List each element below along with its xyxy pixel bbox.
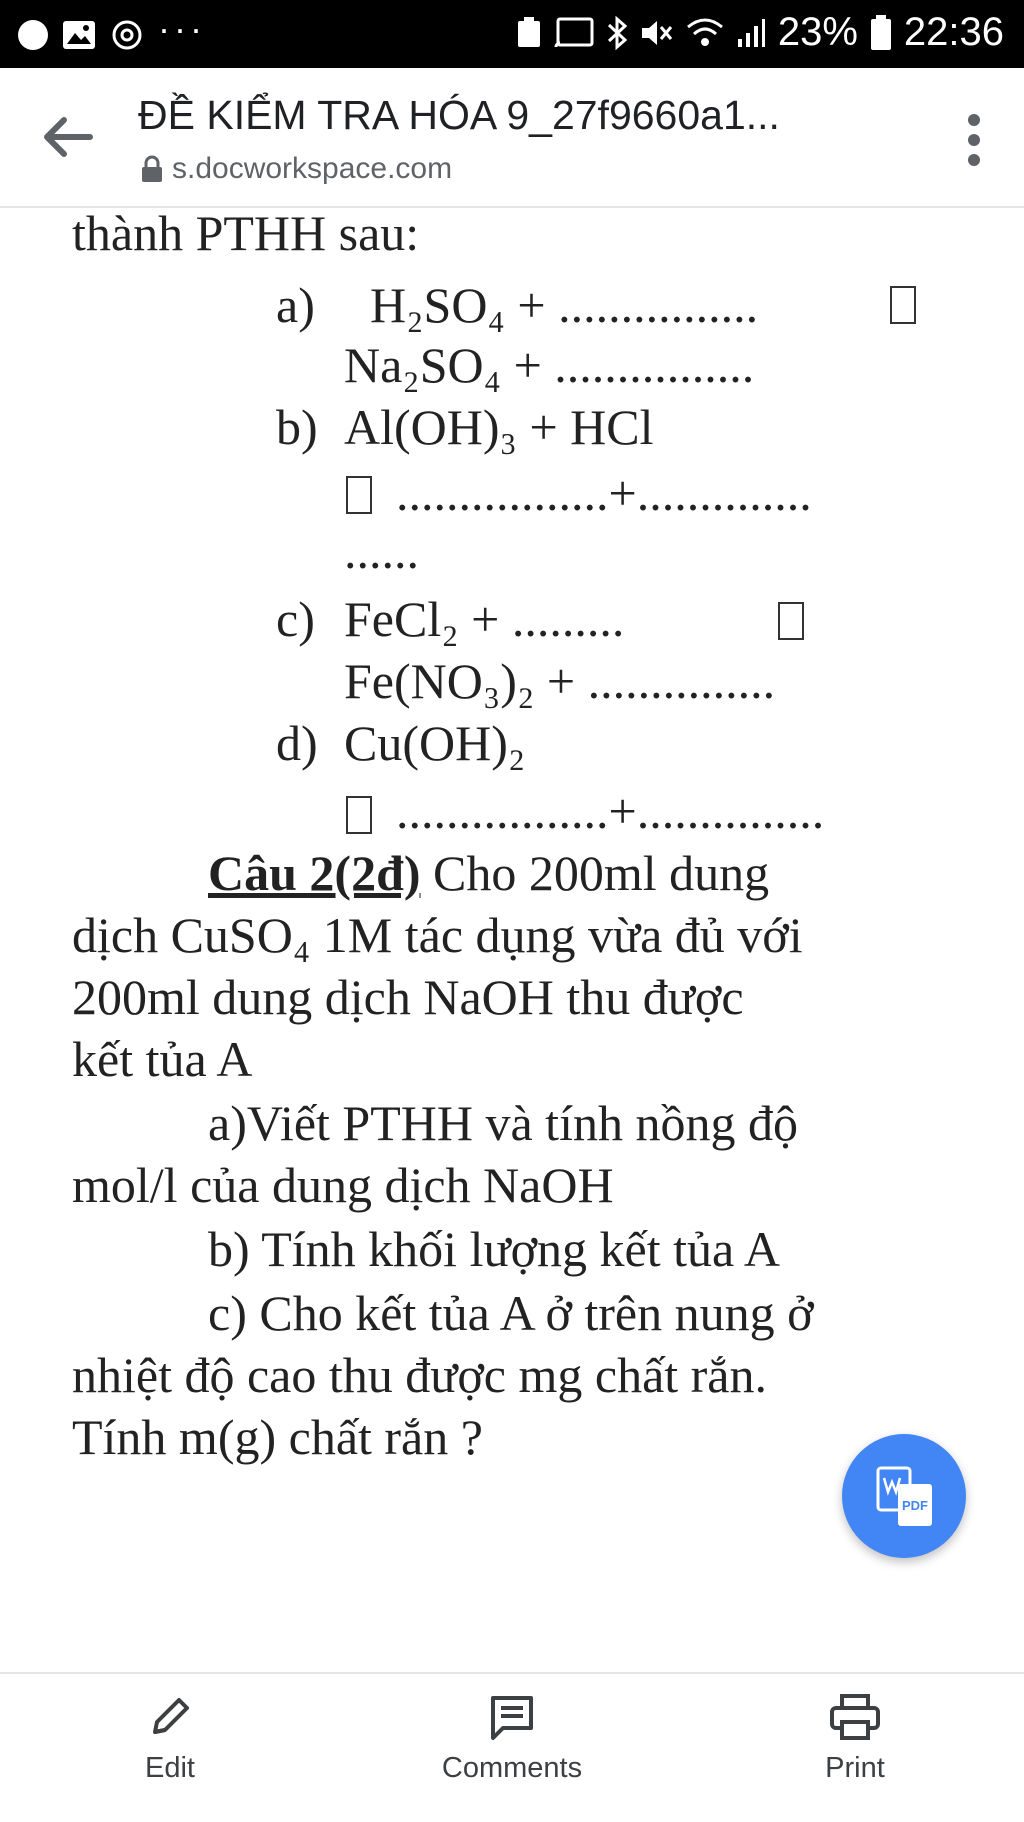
intro-line: thành PTHH sau: (72, 206, 420, 261)
notification-dot-icon (18, 20, 48, 50)
signal-icon (736, 17, 766, 49)
lock-icon (140, 155, 164, 183)
mute-icon (640, 17, 674, 49)
document-title: ĐỀ KIỂM TRA HÓA 9_27f9660a1... (138, 92, 780, 138)
print-button[interactable] (800, 1692, 910, 1785)
more-notifications: ··· (158, 8, 206, 49)
more-vert-icon[interactable] (964, 112, 984, 168)
item-b-line2: .................+.............. (396, 465, 812, 521)
question-2-part-b: b) Tính khối lượng kết tủa A (208, 1221, 781, 1277)
question-2-part-c-line3: Tính m(g) chất rắn ? (72, 1409, 483, 1465)
question-2-line4: kết tủa A (72, 1031, 253, 1087)
item-a-label: a) (276, 277, 315, 333)
wifi-icon (686, 17, 724, 49)
item-b-label: b) (276, 399, 318, 455)
item-b-line3: ...... (344, 523, 419, 579)
missing-glyph-arrow-b (346, 476, 372, 514)
save-icon (516, 17, 542, 49)
item-d-line1: Cu(OH)₂ (344, 715, 526, 771)
print-label: Print (825, 1752, 885, 1784)
item-b-line1: Al(OH)₃ + HCl (344, 399, 654, 455)
word-to-pdf-icon (842, 1434, 966, 1558)
status-left-icons (18, 8, 206, 56)
bottom-toolbar (0, 1672, 1024, 1822)
app-bar (0, 68, 1024, 208)
image-icon (62, 20, 96, 50)
item-a-line2: Na₂SO₄ + ................ (344, 337, 755, 393)
missing-glyph-arrow-d (346, 796, 372, 834)
question-2-line1 (208, 844, 769, 902)
url-line (140, 152, 452, 186)
item-a-line1: H₂SO₄ + ................ (370, 277, 759, 333)
missing-glyph-arrow-a (890, 286, 916, 324)
question-2-part-a-line1: a)Viết PTHH và tính nồng độ (208, 1095, 798, 1151)
url-text: s.docworkspace.com (172, 152, 453, 185)
convert-to-pdf-button[interactable] (842, 1434, 966, 1558)
item-d-label: d) (276, 715, 318, 771)
question-2-part-a-line2: mol/l của dung dịch NaOH (72, 1157, 614, 1213)
status-right-icons (516, 10, 1004, 55)
item-c-label: c) (276, 591, 315, 647)
status-bar (0, 0, 1024, 68)
cast-icon (554, 17, 594, 49)
pdf-label: PDF (902, 1498, 928, 1513)
sync-icon (110, 18, 144, 52)
back-arrow-icon[interactable] (40, 112, 96, 162)
question-2-line2: dịch CuSO₄ 1M tác dụng vừa đủ với (72, 907, 803, 963)
missing-glyph-arrow-c (778, 602, 804, 640)
bluetooth-icon (606, 16, 628, 50)
edit-label: Edit (145, 1752, 195, 1784)
question-2-line3: 200ml dung dịch NaOH thu được (72, 969, 744, 1025)
comments-label: Comments (441, 1752, 583, 1784)
item-d-line2: .................+............... (396, 783, 825, 839)
battery-icon (870, 15, 892, 51)
question-2-part-c-line2: nhiệt độ cao thu được mg chất rắn. (72, 1347, 767, 1403)
question-2-part-c-line1: c) Cho kết tủa A ở trên nung ở (208, 1285, 814, 1341)
item-c-line2: Fe(NO₃)₂ + ............... (344, 653, 776, 709)
clock: 22:36 (903, 10, 1004, 54)
question-2-heading: Câu 2(2đ) (208, 845, 421, 901)
pencil-icon (145, 1692, 195, 1742)
comments-button[interactable] (432, 1692, 592, 1785)
edit-button[interactable] (110, 1692, 230, 1785)
question-2-intro: Cho 200ml dung (420, 845, 770, 901)
comment-icon (487, 1692, 537, 1742)
printer-icon (828, 1692, 882, 1742)
battery-percent: 23% (777, 10, 858, 54)
item-c-line1: FeCl₂ + ......... (344, 591, 625, 647)
